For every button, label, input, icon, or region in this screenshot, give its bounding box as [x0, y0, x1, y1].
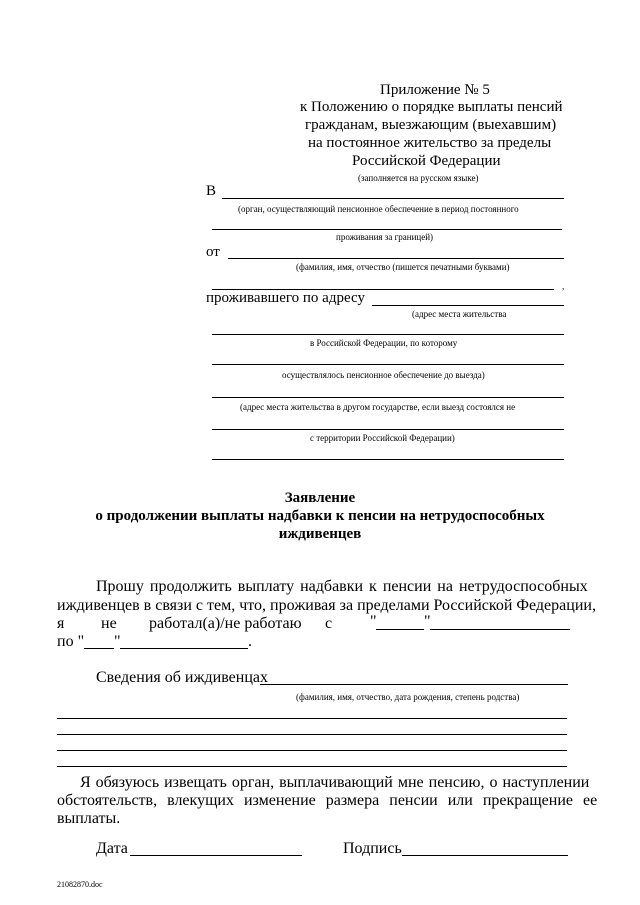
dependents-line-4[interactable] [57, 750, 567, 751]
para1-line2: иждивенцев в связи с тем, что, проживая за пределами Российской Федерации, [57, 597, 596, 614]
dependents-caption: (фамилия, имя, отчество, дата рождения, степень родства) [296, 692, 520, 702]
address-caption-4: (адрес места жительства в другом государстве, если выезд состоялся не [240, 402, 516, 412]
po-label: по " [57, 633, 85, 650]
address-caption-5: с территории Российской Федерации) [310, 433, 455, 443]
header-line5: Российской Федерации [352, 153, 501, 169]
header-line2: к Положению о порядке выплаты пенсий [300, 99, 563, 115]
address-line-6[interactable] [212, 459, 564, 460]
signature-line[interactable] [402, 855, 568, 856]
dependents-line-5[interactable] [57, 766, 567, 767]
file-ref: 21082870.doc [57, 880, 103, 889]
to-caption-1: (орган, осуществляющий пенсионное обеспечение в период постоянного [238, 204, 519, 214]
address-line-5[interactable] [212, 429, 564, 430]
period: . [248, 633, 252, 650]
word-ne: не [101, 615, 117, 632]
para2-line3: выплаты. [57, 810, 121, 827]
from-day-line[interactable] [376, 629, 424, 630]
po-mid-quote: " [114, 633, 121, 650]
from-month-line[interactable] [430, 629, 570, 630]
from-caption: (фамилия, имя, отчество (пишется печатными буквами) [296, 262, 510, 272]
title-line3: иждивенцев [278, 526, 362, 542]
dependents-line-2[interactable] [57, 718, 567, 719]
to-label: В [206, 183, 217, 199]
date-label: Дата [96, 840, 128, 857]
address-caption-1: (адрес места жительства [412, 309, 507, 319]
address-line-2[interactable] [212, 334, 564, 335]
dependents-label: Сведения об иждивенцах [96, 669, 268, 686]
para1-line1: Прошу продолжить выплату надбавки к пенсии на нетрудоспособных [96, 578, 588, 595]
para2-line1: Я обязуюсь извещать орган, выплачивающий мне пенсию, о наступлении [80, 774, 590, 791]
signature-label: Подпись [343, 840, 402, 857]
title-line2: о продолжении выплаты надбавки к пенсии на нетрудоспособных [95, 508, 545, 524]
word-ya: я [57, 615, 65, 632]
date-line[interactable] [130, 855, 302, 856]
dependents-line-3[interactable] [57, 734, 567, 735]
address-label: проживавшего по адресу [206, 290, 365, 306]
to-line-2[interactable] [212, 229, 562, 230]
header-line1: Приложение № 5 [380, 82, 490, 98]
to-day-line[interactable] [84, 648, 114, 649]
address-caption-2: в Российской Федерации, по которому [310, 338, 458, 348]
from-label: от [206, 244, 220, 260]
comma-mark: , [562, 281, 565, 291]
header-note: (заполняется на русском языке) [358, 173, 479, 183]
address-caption-3: осуществлялось пенсионное обеспечение до выезда) [282, 370, 485, 380]
to-line[interactable] [222, 198, 564, 199]
address-line-3[interactable] [212, 364, 564, 365]
address-line[interactable] [372, 305, 564, 306]
to-caption-2: проживания за границей) [336, 232, 434, 242]
to-month-line[interactable] [120, 648, 248, 649]
title-line1: Заявление [284, 490, 356, 506]
address-line-4[interactable] [212, 397, 564, 398]
dependents-line[interactable] [260, 684, 568, 685]
word-s: с [325, 615, 333, 632]
header-line3: гражданам, выезжающим (выехавшим) [305, 117, 557, 133]
quote-close: " [424, 613, 431, 630]
from-line[interactable] [228, 258, 564, 259]
para2-line2: обстоятельств, влекущих изменение размера пенсии или прекращение ее [57, 792, 598, 809]
word-rabotal: работал(а)/не работаю [149, 615, 302, 632]
header-line4: на постоянное жительство за пределы [308, 135, 552, 151]
quote-open: " [370, 613, 377, 630]
